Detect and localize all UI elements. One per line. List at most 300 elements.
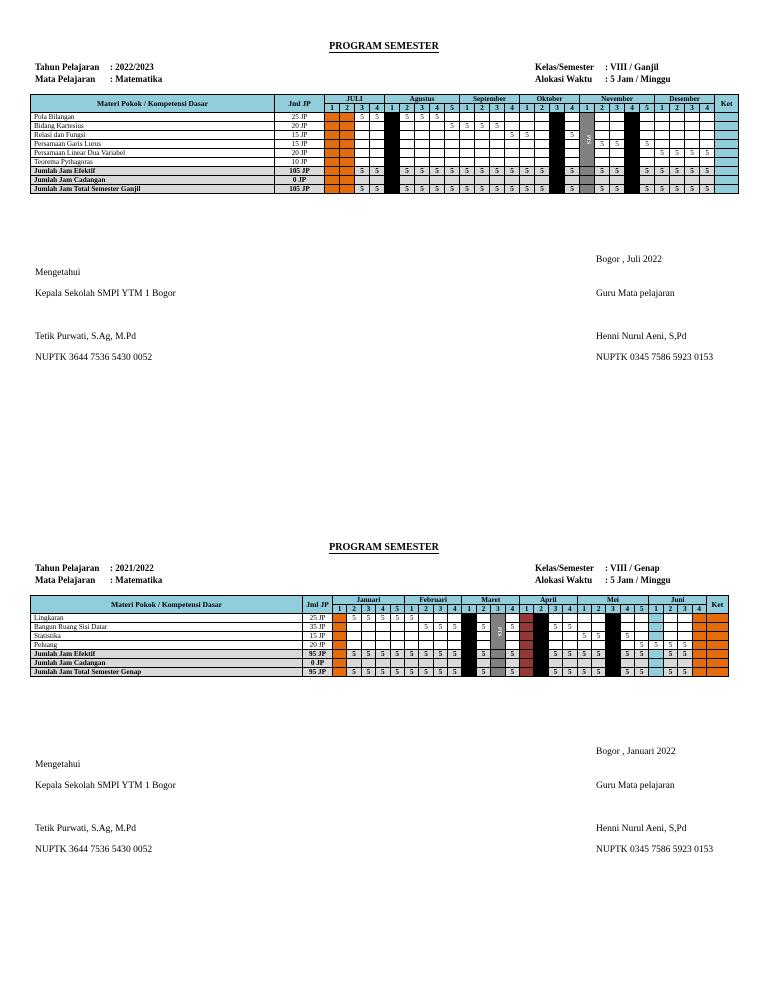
week-cell <box>663 614 677 623</box>
week-cell <box>433 614 447 623</box>
info-right-genap: Kelas/Semester : VIII / Genap Alokasi Waktu : 5 Jam / Minggu <box>535 563 671 585</box>
header-week-number: 4 <box>625 104 640 113</box>
week-cell: 5 <box>670 167 685 176</box>
week-cell: 5 <box>620 668 634 677</box>
week-cell <box>649 668 663 677</box>
week-cell: 5 <box>663 641 677 650</box>
week-cell <box>325 131 340 140</box>
week-cell: 5 <box>595 185 610 194</box>
week-cell: 5 <box>370 113 385 122</box>
week-cell: 5 <box>591 668 605 677</box>
header-week-number: 4 <box>700 104 715 113</box>
week-cell <box>385 122 400 131</box>
header-month: Februari <box>404 596 462 605</box>
week-cell <box>595 176 610 185</box>
week-cell <box>490 176 505 185</box>
week-cell <box>535 131 550 140</box>
week-cell <box>625 131 640 140</box>
week-cell <box>534 641 548 650</box>
week-cell: 5 <box>565 131 580 140</box>
week-cell: 5 <box>347 614 361 623</box>
week-cell <box>715 131 739 140</box>
week-cell: 5 <box>655 149 670 158</box>
week-cell <box>577 641 591 650</box>
header-week-number: 1 <box>520 104 535 113</box>
jp-cell: 15 JP <box>275 140 325 149</box>
week-cell <box>625 113 640 122</box>
week-cell <box>390 659 404 668</box>
week-cell: 5 <box>548 650 562 659</box>
week-cell <box>448 641 462 650</box>
week-cell <box>606 623 620 632</box>
week-cell <box>505 113 520 122</box>
week-cell <box>706 623 728 632</box>
guru-nuptk-genap: NUPTK 0345 7586 5923 0153 <box>596 845 714 855</box>
week-cell <box>655 131 670 140</box>
week-cell <box>550 176 565 185</box>
header-week-number: 3 <box>550 104 565 113</box>
week-cell: 5 <box>475 167 490 176</box>
week-cell <box>670 131 685 140</box>
week-cell <box>505 641 519 650</box>
jp-cell: 20 JP <box>275 122 325 131</box>
week-cell: 5 <box>640 140 655 149</box>
week-cell: 5 <box>475 185 490 194</box>
total-row <box>31 650 729 659</box>
week-cell <box>606 632 620 641</box>
week-cell <box>415 158 430 167</box>
week-cell <box>505 632 519 641</box>
week-cell <box>333 614 347 623</box>
week-cell <box>548 641 562 650</box>
week-cell <box>655 140 670 149</box>
week-cell: 5 <box>445 122 460 131</box>
week-cell: 5 <box>355 167 370 176</box>
header-week-number: 1 <box>649 605 663 614</box>
total-row <box>31 659 729 668</box>
week-cell <box>462 614 476 623</box>
week-cell <box>520 623 534 632</box>
header-week-number: 3 <box>415 104 430 113</box>
header-week-number: 4 <box>620 605 634 614</box>
week-cell <box>460 158 475 167</box>
week-cell <box>625 122 640 131</box>
week-cell: 5 <box>577 668 591 677</box>
jp-cell: 95 JP <box>303 650 333 659</box>
materi-cell: Teorema Pythagoras <box>31 158 275 167</box>
week-cell <box>563 659 577 668</box>
week-cell <box>390 632 404 641</box>
week-cell <box>535 122 550 131</box>
week-cell: 5 <box>595 167 610 176</box>
week-cell <box>700 131 715 140</box>
header-week-number: 4 <box>692 605 706 614</box>
week-cell <box>404 623 418 632</box>
week-cell <box>610 131 625 140</box>
week-cell <box>385 158 400 167</box>
week-cell <box>325 185 340 194</box>
week-cell <box>361 659 375 668</box>
week-cell <box>520 149 535 158</box>
week-cell <box>520 668 534 677</box>
week-cell: 5 <box>404 668 418 677</box>
week-cell: 5 <box>535 167 550 176</box>
materi-cell: Jumlah Jam Efektif <box>31 650 303 659</box>
week-cell <box>340 149 355 158</box>
jp-cell: 0 JP <box>275 176 325 185</box>
week-cell <box>534 632 548 641</box>
week-cell <box>333 650 347 659</box>
week-cell <box>534 623 548 632</box>
week-cell <box>520 641 534 650</box>
week-cell <box>415 149 430 158</box>
week-cell: 5 <box>670 185 685 194</box>
header-week-number: 1 <box>580 104 595 113</box>
week-cell: 5 <box>400 167 415 176</box>
week-cell: 5 <box>635 650 649 659</box>
week-cell <box>635 614 649 623</box>
week-cell: 5 <box>663 650 677 659</box>
kepala-title-genap: Kepala Sekolah SMPI YTM 1 Bogor <box>35 781 176 791</box>
header-week-number: 3 <box>355 104 370 113</box>
week-cell <box>635 623 649 632</box>
week-cell <box>563 641 577 650</box>
week-cell <box>610 113 625 122</box>
week-cell <box>625 185 640 194</box>
week-cell: 5 <box>370 185 385 194</box>
week-cell: 5 <box>678 641 692 650</box>
week-cell <box>595 158 610 167</box>
week-cell <box>580 176 595 185</box>
place-date-genap: Bogor , Januari 2022 <box>596 747 676 757</box>
week-cell <box>685 176 700 185</box>
week-cell: 5 <box>419 623 433 632</box>
week-cell <box>333 632 347 641</box>
week-cell <box>610 158 625 167</box>
week-cell: 5 <box>430 167 445 176</box>
header-week-number: 3 <box>491 605 505 614</box>
header-week-number: 1 <box>404 605 418 614</box>
jp-cell: 20 JP <box>303 641 333 650</box>
header-week-number: 4 <box>376 605 390 614</box>
week-cell <box>663 659 677 668</box>
week-cell: 5 <box>685 185 700 194</box>
week-cell <box>606 650 620 659</box>
week-cell <box>715 113 739 122</box>
total-row <box>31 185 739 194</box>
header-week-number: 3 <box>490 104 505 113</box>
week-cell <box>390 623 404 632</box>
week-cell <box>678 659 692 668</box>
week-cell <box>491 668 505 677</box>
header-week-number: 5 <box>640 104 655 113</box>
week-cell <box>550 158 565 167</box>
pts-marker: PTS <box>491 614 505 650</box>
week-cell: 5 <box>610 167 625 176</box>
header-week-number: 2 <box>595 104 610 113</box>
week-cell <box>505 140 520 149</box>
materi-cell: Jumlah Jam Total Semester Genap <box>31 668 303 677</box>
week-cell <box>385 131 400 140</box>
week-cell <box>595 113 610 122</box>
week-cell <box>340 140 355 149</box>
header-week-number: 2 <box>419 605 433 614</box>
info-left-ganjil: Tahun Pelajaran : 2022/2023 Mata Pelajaran : Matematika <box>35 62 163 84</box>
week-cell <box>355 122 370 131</box>
week-cell <box>692 614 706 623</box>
title-ganjil: PROGRAM SEMESTER <box>329 41 439 52</box>
header-ket: Ket <box>715 95 739 113</box>
week-cell <box>325 113 340 122</box>
week-cell: 5 <box>404 650 418 659</box>
week-cell <box>505 158 520 167</box>
week-cell <box>385 140 400 149</box>
week-cell <box>491 659 505 668</box>
week-cell <box>448 614 462 623</box>
week-cell <box>400 176 415 185</box>
week-cell <box>577 623 591 632</box>
materi-row <box>31 122 739 131</box>
week-cell <box>640 122 655 131</box>
kepala-name-genap: Tetik Purwati, S.Ag, M.Pd <box>35 824 136 834</box>
week-cell: 5 <box>610 185 625 194</box>
week-cell <box>610 149 625 158</box>
materi-row <box>31 632 729 641</box>
week-cell <box>419 659 433 668</box>
header-week-number: 1 <box>325 104 340 113</box>
week-cell <box>462 668 476 677</box>
materi-cell: Jumlah Jam Efektif <box>31 167 275 176</box>
week-cell <box>376 632 390 641</box>
week-cell: 5 <box>390 650 404 659</box>
week-cell <box>448 659 462 668</box>
week-cell <box>649 650 663 659</box>
week-cell <box>490 113 505 122</box>
week-cell <box>520 140 535 149</box>
total-row <box>31 176 739 185</box>
week-cell <box>419 641 433 650</box>
week-cell <box>700 140 715 149</box>
week-cell: 5 <box>448 668 462 677</box>
week-cell <box>548 614 562 623</box>
week-cell <box>325 140 340 149</box>
materi-row <box>31 158 739 167</box>
kepala-nuptk-ganjil: NUPTK 3644 7536 5430 0052 <box>35 353 153 363</box>
week-cell: 5 <box>433 668 447 677</box>
week-cell: 5 <box>433 623 447 632</box>
week-cell: 5 <box>655 167 670 176</box>
week-cell: 5 <box>490 122 505 131</box>
materi-cell: Jumlah Jam Cadangan <box>31 659 303 668</box>
week-cell <box>415 176 430 185</box>
place-date-ganjil: Bogor , Juli 2022 <box>596 255 662 265</box>
guru-name-ganjil: Henni Nurul Aeni, S,Pd <box>596 332 687 342</box>
week-cell: 5 <box>700 149 715 158</box>
jp-cell: 20 JP <box>275 149 325 158</box>
week-cell <box>475 158 490 167</box>
week-cell <box>385 167 400 176</box>
week-cell <box>610 176 625 185</box>
header-week-number: 1 <box>385 104 400 113</box>
week-cell <box>333 623 347 632</box>
materi-row <box>31 614 729 623</box>
week-cell <box>550 140 565 149</box>
jp-cell: 15 JP <box>275 131 325 140</box>
week-cell <box>475 131 490 140</box>
week-cell <box>325 158 340 167</box>
week-cell <box>606 641 620 650</box>
week-cell <box>333 659 347 668</box>
pts-marker: PTS <box>580 113 595 167</box>
week-cell <box>535 113 550 122</box>
week-cell: 5 <box>635 668 649 677</box>
week-cell: 5 <box>355 185 370 194</box>
week-cell <box>476 659 490 668</box>
week-cell <box>535 176 550 185</box>
week-cell: 5 <box>419 650 433 659</box>
week-cell <box>685 122 700 131</box>
program-table-genap <box>30 595 729 677</box>
header-month: JULI <box>325 95 385 104</box>
week-cell <box>333 668 347 677</box>
jp-cell: 105 JP <box>275 167 325 176</box>
header-week-number: 3 <box>678 605 692 614</box>
week-cell <box>340 122 355 131</box>
week-cell: 5 <box>685 149 700 158</box>
jp-cell: 0 JP <box>303 659 333 668</box>
materi-cell: Persamaan Linear Dua Variabel <box>31 149 275 158</box>
week-cell: 5 <box>430 113 445 122</box>
week-cell: 5 <box>678 668 692 677</box>
week-cell: 5 <box>700 185 715 194</box>
jp-cell: 25 JP <box>275 113 325 122</box>
week-cell <box>491 650 505 659</box>
week-cell <box>595 122 610 131</box>
week-cell <box>640 149 655 158</box>
jp-cell: 105 JP <box>275 185 325 194</box>
week-cell: 5 <box>476 623 490 632</box>
week-cell: 5 <box>376 668 390 677</box>
header-week-number: 3 <box>606 605 620 614</box>
week-cell <box>640 131 655 140</box>
week-cell: 5 <box>663 668 677 677</box>
week-cell <box>550 122 565 131</box>
week-cell <box>535 149 550 158</box>
week-cell <box>325 122 340 131</box>
week-cell: 5 <box>390 614 404 623</box>
week-cell <box>577 614 591 623</box>
week-cell <box>700 176 715 185</box>
week-cell: 5 <box>415 185 430 194</box>
header-week-number: 3 <box>361 605 375 614</box>
week-cell <box>692 659 706 668</box>
header-week-number: 4 <box>505 104 520 113</box>
week-cell: 5 <box>505 623 519 632</box>
week-cell <box>430 149 445 158</box>
week-cell <box>685 131 700 140</box>
week-cell <box>445 131 460 140</box>
week-cell <box>340 131 355 140</box>
week-cell <box>534 659 548 668</box>
week-cell: 5 <box>476 668 490 677</box>
week-cell <box>649 614 663 623</box>
week-cell <box>475 149 490 158</box>
materi-row <box>31 623 729 632</box>
week-cell: 5 <box>670 149 685 158</box>
week-cell <box>606 614 620 623</box>
week-cell <box>620 614 634 623</box>
week-cell <box>692 641 706 650</box>
mengetahui-ganjil: Mengetahui <box>35 268 81 278</box>
header-week-number: 1 <box>462 605 476 614</box>
guru-name-genap: Henni Nurul Aeni, S,Pd <box>596 824 687 834</box>
week-cell <box>505 614 519 623</box>
header-week-number: 4 <box>430 104 445 113</box>
jp-cell: 10 JP <box>275 158 325 167</box>
info-right-ganjil: Kelas/Semester : VIII / Ganjil Alokasi Waktu : 5 Jam / Minggu <box>535 62 671 84</box>
header-month: Agustus <box>385 95 460 104</box>
mengetahui-genap: Mengetahui <box>35 760 81 770</box>
header-week-number: 2 <box>535 104 550 113</box>
header-week-number: 4 <box>563 605 577 614</box>
header-week-number: 4 <box>505 605 519 614</box>
week-cell <box>640 113 655 122</box>
header-month: Januari <box>333 596 405 605</box>
header-month: Desember <box>655 95 715 104</box>
kepala-title-ganjil: Kepala Sekolah SMPI YTM 1 Bogor <box>35 289 176 299</box>
materi-cell: Jumlah Jam Cadangan <box>31 176 275 185</box>
week-cell <box>655 176 670 185</box>
total-row <box>31 167 739 176</box>
week-cell <box>376 659 390 668</box>
header-week-number: 2 <box>475 104 490 113</box>
materi-row <box>31 149 739 158</box>
header-month: April <box>520 596 578 605</box>
week-cell <box>655 113 670 122</box>
week-cell <box>548 632 562 641</box>
week-cell <box>591 614 605 623</box>
week-cell <box>430 158 445 167</box>
week-cell <box>520 650 534 659</box>
week-cell <box>400 158 415 167</box>
header-week-number: 2 <box>340 104 355 113</box>
week-cell: 5 <box>685 167 700 176</box>
week-cell: 5 <box>548 623 562 632</box>
materi-row <box>31 131 739 140</box>
materi-cell: Peluang <box>31 641 303 650</box>
week-cell <box>565 176 580 185</box>
materi-cell: Lingkaran <box>31 614 303 623</box>
week-cell <box>706 668 728 677</box>
week-cell <box>430 122 445 131</box>
week-cell <box>462 632 476 641</box>
week-cell <box>715 122 739 131</box>
header-week-number: 1 <box>655 104 670 113</box>
jp-cell: 35 JP <box>303 623 333 632</box>
week-cell: 5 <box>591 632 605 641</box>
week-cell <box>490 158 505 167</box>
week-cell <box>376 623 390 632</box>
week-cell: 5 <box>535 185 550 194</box>
week-cell <box>340 113 355 122</box>
week-cell: 5 <box>635 641 649 650</box>
week-cell <box>385 113 400 122</box>
week-cell <box>635 659 649 668</box>
week-cell <box>476 614 490 623</box>
week-cell <box>340 158 355 167</box>
title-genap: PROGRAM SEMESTER <box>329 542 439 553</box>
week-cell <box>640 176 655 185</box>
